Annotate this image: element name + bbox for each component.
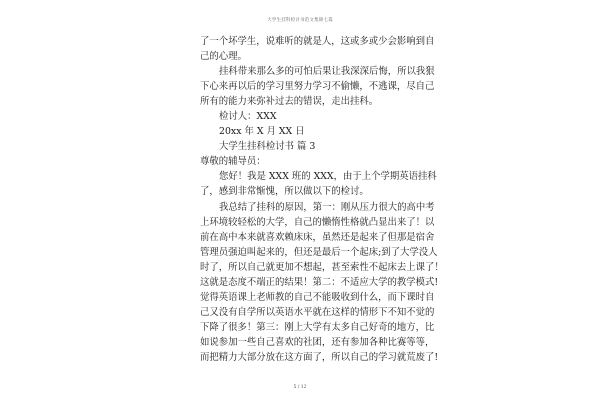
paragraph xyxy=(200,64,435,109)
text-line: 我总结了挂科的原因，第一：刚从压力很大的高中考 xyxy=(219,201,435,213)
text-line: 己的心理。 xyxy=(200,51,247,63)
text-line: 大学生挂科检讨书 篇 3 xyxy=(219,141,316,153)
text-line: 前在高中本来就喜欢赖床床，虽然还是起来了但那是宿舍 xyxy=(200,231,435,243)
text-line: 检讨人：XXX xyxy=(219,111,277,123)
page-header: 大学生挂科检讨书范文集锦七篇 xyxy=(267,18,333,23)
text-line: 20xx 年 X 月 XX 日 xyxy=(219,126,305,138)
page-number: 5 / 12 xyxy=(293,385,307,390)
text-line: 管理员强迫叫起来的，但还是最后一个起床;到了大学没人 xyxy=(200,246,438,258)
text-line: 了一个坏学生，说难听的就是人，这或多或少会影响到自 xyxy=(200,36,435,47)
paragraph xyxy=(200,154,402,169)
text-line: 时了，所以自己就更加不想起，甚至索性不起床去上课了！ xyxy=(200,261,444,273)
text-line: 了，感到非常惭愧，所以做以下的检讨。 xyxy=(200,186,369,198)
paragraph xyxy=(200,169,437,199)
paragraph xyxy=(200,124,402,139)
text-line: 尊敬的辅导员： xyxy=(200,156,266,168)
paragraph xyxy=(200,109,402,124)
text-line: 如说参加一些自己喜欢的社团，还有参加各种比赛等等， xyxy=(200,336,435,348)
text-line: 己又没有自学所以英语水平就在这样的情形下不知不觉的 xyxy=(200,306,435,318)
paragraph xyxy=(200,34,435,64)
paragraph xyxy=(200,139,402,154)
text-line: 挂科带来那么多的可怕后果让我深深后悔，所以我狠 xyxy=(219,66,435,78)
text-line: 您好！我是 XXX 班的 XXX，由于上个学期英语挂科 xyxy=(219,171,437,183)
text-line: 而把精力大部分放在这方面了，所以自己的学习就荒废了! xyxy=(200,351,439,363)
document-body xyxy=(200,34,444,365)
text-line: 这就是态度不端正的结果！第二：不适应大学的教学模式! xyxy=(200,276,439,288)
text-line: 下心来再以后的学习里努力学习不偷懒，不逃课，尽自己 xyxy=(200,81,435,93)
text-line: 觉得英语课上老师教的自己不能吸收到什么，而下课时自 xyxy=(200,291,435,303)
text-line: 上环境较轻松的大学，自己的懒惰性格就凸显出来了！以 xyxy=(200,216,435,228)
paragraph xyxy=(200,200,444,366)
text-line: 所有的能力来弥补过去的错误，走出挂科。 xyxy=(200,96,379,108)
text-line: 下降了很多！第三：刚上大学有太多自己好奇的地方，比 xyxy=(200,321,435,333)
